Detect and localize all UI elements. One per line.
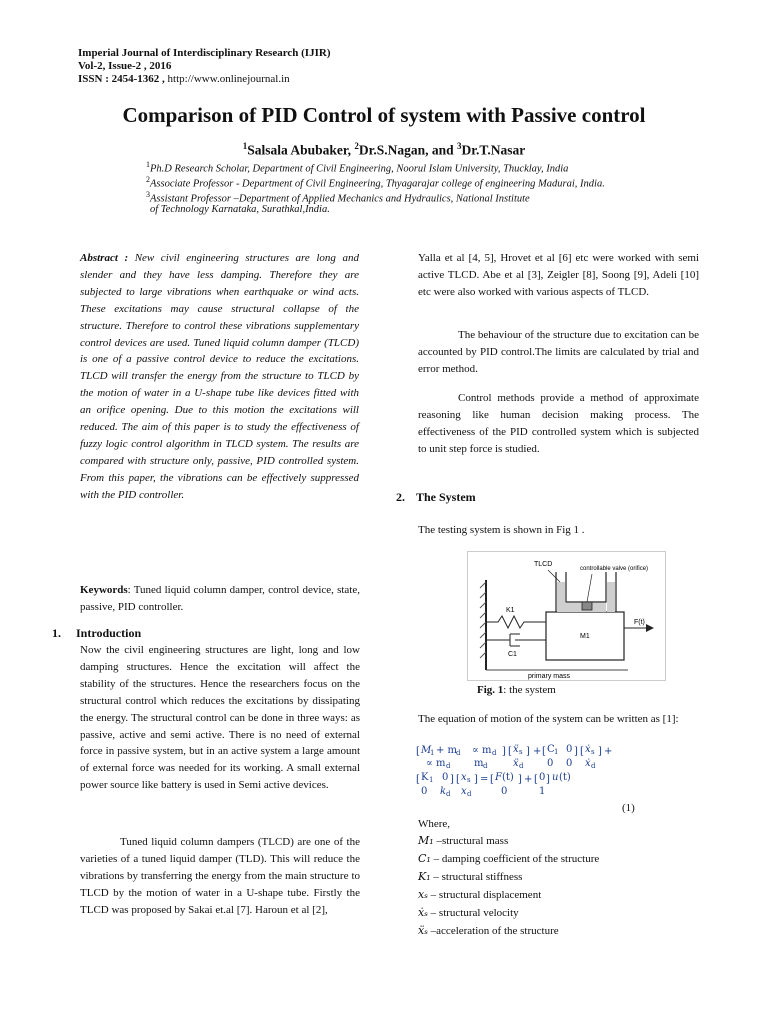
svg-text:+: + (604, 746, 613, 757)
symbol-definition (418, 886, 699, 904)
section-number: 2. (396, 490, 405, 504)
svg-text:[: [ (542, 746, 546, 757)
water-left (557, 582, 565, 612)
svg-text:+: + (533, 746, 542, 757)
symbol-definition (418, 850, 699, 868)
section-title: The System (416, 490, 476, 504)
symbol-description: –acceleration of the structure (430, 925, 559, 937)
svg-text:[: [ (508, 746, 512, 757)
paragraph-equation (418, 711, 699, 728)
paper-title: Comparison of PID Control of system with Passive control (122, 103, 646, 127)
svg-text:s: s (519, 748, 523, 756)
figure-label: primary mass (528, 673, 571, 680)
svg-text:d: d (446, 790, 451, 798)
figure-label: M1 (580, 633, 590, 640)
spring-k1 (486, 616, 546, 628)
svg-text:=: = (480, 774, 489, 785)
svg-text:[: [ (416, 746, 420, 757)
svg-text:]: ] (450, 774, 454, 785)
symbol: K₁ (418, 870, 431, 883)
svg-text:+ m: + m (436, 745, 458, 756)
body-text: The behaviour of the structure due to excitation can be accounted by PID control.The limits are calculated by trial and error method. (418, 329, 699, 375)
paragraph-testing (418, 522, 585, 539)
svg-text:]: ] (502, 746, 506, 757)
affiliation-text: Ph.D Research Scholar, Department of Civil Engineering, Noorul Islam University, Thucklay, India (150, 163, 569, 175)
affiliation-text: Assistant Professor –Department of Applied Mechanics and Hydraulics, National Institute (150, 193, 530, 205)
svg-text:C: C (547, 744, 555, 755)
author-name: Salsala Abubaker, (247, 142, 355, 158)
orifice-valve (582, 602, 592, 610)
svg-text:x: x (461, 786, 467, 797)
affiliation-sup: 1 (146, 160, 150, 169)
intro-text: Now the civil engineering structures are light, long and low damping structures. Hence the excitation will affect the stability of the structures. Hence the researchers focus on the structural control which reduces the excitations by dissipating the energy. The structural control can be done in three ways: as passive, active and semi active. There is no need of external force in passive system, but in an active system a large amount of external force was needed for its working. A small external power source like battery is used in Semi active devices. (80, 644, 360, 792)
symbol-definition (418, 868, 699, 886)
force-arrowhead (646, 624, 654, 632)
figure-label: F(t) (634, 619, 645, 626)
journal-volume: Vol-2, Issue-2 , 2016 (78, 60, 172, 72)
svg-text:M: M (421, 745, 432, 756)
svg-text:]: ] (474, 774, 478, 785)
system-diagram (468, 552, 665, 680)
intro-text: Tuned liquid column dampers (TLCD) are one of the varieties of a tuned liquid damper (TLD). This will reduce the vibrations by transferring the energy from the main structure to TLCD by the motion of water in a U-shape tube. Firstly the TLCD was proposed by Sakai et.al [7]. Haroun et al [2], (80, 836, 360, 916)
svg-text:]: ] (546, 774, 550, 785)
svg-text:[: [ (456, 774, 460, 785)
author-sup: 2 (354, 141, 359, 151)
svg-text:1: 1 (430, 749, 435, 757)
paragraph-continued (418, 250, 699, 301)
author-sup: 3 (457, 141, 462, 151)
keywords-text: : Tuned liquid column damper, control device, state, passive, PID controller. (80, 584, 360, 613)
symbol-description: –structural mass (436, 835, 509, 847)
equation-number: (1) (622, 802, 635, 814)
svg-text:k: k (440, 786, 447, 797)
svg-text:x: x (461, 772, 467, 783)
svg-text:0: 0 (501, 786, 508, 797)
symbol-definition (418, 832, 699, 850)
keywords (80, 582, 360, 616)
symbol-definition (418, 922, 699, 940)
equation-of-motion (416, 742, 656, 798)
figure-caption-label: Fig. 1 (477, 684, 504, 696)
symbol-description: – structural displacement (430, 889, 542, 901)
body-text: The testing system is shown in Fig 1 . (418, 524, 585, 536)
symbol: xₛ (418, 888, 428, 901)
svg-text:[: [ (534, 774, 538, 785)
svg-text:F: F (495, 772, 502, 783)
svg-text:0: 0 (566, 744, 573, 755)
svg-text:(t): (t) (502, 772, 514, 783)
abstract-text: New civil engineering structures are long and slender and they have less damping. Therefore they are subjected to large vibrations when earthquake or wind acts. These excitations may cause structural collapse of the structure. Therefore to control these vibrations supplementary control devices are used. Tuned liquid column damper (TLCD) is one of a passive control device to reduce the excitations. TLCD will transfer the energy from the structure to TLCD by the motion of water in a U-shape tube like devices fitted with an orifice opening. Due to this motion the excitations will reduced. The aim of this paper is to study the effectiveness of fuzzy logic control algorithm in TLCD system. The results are compared with structure only, passive, PID controlled system. From this paper, the vibrations can be effectively suppressed with the PID controller. (80, 252, 359, 501)
svg-text:s: s (467, 776, 471, 784)
symbol-description: – structural stiffness (433, 871, 523, 883)
symbol: ẋₛ (418, 906, 428, 919)
symbol: ẍₛ (418, 924, 428, 937)
section-1-heading (52, 626, 141, 641)
svg-text:ẋ: ẋ (585, 758, 591, 769)
author-sup: 1 (242, 141, 248, 151)
where-label: Where, (418, 818, 451, 830)
author-name: Dr.S.Nagan, and (358, 142, 458, 158)
svg-text:ẍ: ẍ (513, 758, 519, 769)
intro-paragraph-1 (80, 642, 360, 794)
svg-text:[: [ (416, 774, 420, 785)
svg-text:d: d (519, 762, 524, 770)
svg-text:0: 0 (566, 758, 573, 769)
journal-issn (78, 73, 290, 86)
svg-text:ẍ: ẍ (513, 744, 519, 755)
svg-text:d: d (467, 790, 472, 798)
section-2-heading (396, 490, 476, 505)
paragraph-control (418, 390, 699, 458)
author-name: Dr.T.Nasar (461, 142, 526, 158)
svg-text:1: 1 (429, 776, 434, 784)
body-text: The equation of motion of the system can be written as [1]: (418, 713, 679, 725)
svg-text:+: + (524, 774, 533, 785)
svg-text:∝ m: ∝ m (472, 745, 492, 756)
svg-text:1: 1 (554, 748, 559, 756)
journal-name: Imperial Journal of Interdisciplinary Research (IJIR) (78, 47, 331, 59)
svg-text:0: 0 (539, 772, 546, 783)
svg-text:m: m (474, 758, 484, 769)
water-right (607, 582, 615, 612)
svg-text:∝ m: ∝ m (426, 758, 446, 769)
svg-text:1: 1 (539, 786, 546, 797)
symbol-description: – structural velocity (430, 907, 519, 919)
svg-text:]: ] (598, 746, 602, 757)
svg-text:(t): (t) (559, 772, 571, 783)
figure-label: K1 (506, 607, 515, 614)
svg-text:0: 0 (421, 786, 428, 797)
equation-graphic (416, 742, 656, 798)
keywords-label: Keywords (80, 584, 128, 596)
journal-url[interactable]: http://www.onlinejournal.in (167, 73, 290, 85)
svg-text:s: s (591, 748, 595, 756)
figure-1 (467, 551, 666, 681)
abstract-label: Abstract : (80, 252, 129, 264)
body-text: Yalla et al [4, 5], Hrovet et al [6] etc were worked with semi active TLCD. Abe et al [3], Zeigler [8], Soong [9], Adeli [10] etc were also worked with various aspects of TLCD. (418, 252, 699, 298)
symbol-list (418, 832, 699, 940)
svg-text:d: d (446, 762, 451, 770)
svg-text:d: d (591, 762, 596, 770)
abstract (80, 250, 359, 504)
intro-paragraph-2 (80, 834, 360, 919)
symbol-definition (418, 904, 699, 922)
affiliation-sup: 3 (146, 190, 150, 199)
symbol-description: – damping coefficient of the structure (433, 853, 600, 865)
svg-text:d: d (492, 749, 497, 757)
svg-text:d: d (483, 762, 488, 770)
author-line (0, 141, 768, 159)
issn-label: ISSN : 2454-1362 , (78, 73, 165, 85)
svg-text:u: u (552, 772, 559, 783)
section-title: Introduction (76, 626, 142, 640)
svg-text:[: [ (490, 774, 494, 785)
svg-text:]: ] (518, 774, 522, 785)
svg-text:0: 0 (547, 758, 554, 769)
symbol: M₁ (418, 834, 434, 847)
affiliation-text: of Technology Karnataka, Surathkal,India. (150, 204, 330, 215)
figure-label: TLCD (534, 561, 553, 568)
svg-text:]: ] (574, 746, 578, 757)
svg-text:K: K (421, 772, 429, 783)
svg-text:ẋ: ẋ (585, 744, 591, 755)
tlcd-pointer (548, 570, 560, 582)
svg-text:0: 0 (442, 772, 449, 783)
affiliation-sup: 2 (146, 175, 150, 184)
affiliation-text: Associate Professor - Department of Civil Engineering, Thyagarajar college of engineering Madurai, India. (150, 178, 605, 190)
figure-caption (477, 682, 556, 699)
figure-label: controllable valve (orifice) (580, 566, 649, 572)
svg-text:[: [ (580, 746, 584, 757)
affiliation-4 (150, 203, 330, 216)
symbol: C₁ (418, 852, 431, 865)
figure-label: C1 (508, 651, 517, 658)
section-number: 1. (52, 626, 61, 640)
valve-pointer (587, 574, 592, 602)
svg-text:]: ] (526, 746, 530, 757)
paragraph-behaviour (418, 327, 699, 378)
svg-text:d: d (456, 749, 461, 757)
figure-caption-text: : the system (503, 684, 556, 696)
body-text: Control methods provide a method of approximate reasoning like human decision making process. The effectiveness of the PID controlled system which is subjected to unit step force is studied. (418, 392, 699, 455)
